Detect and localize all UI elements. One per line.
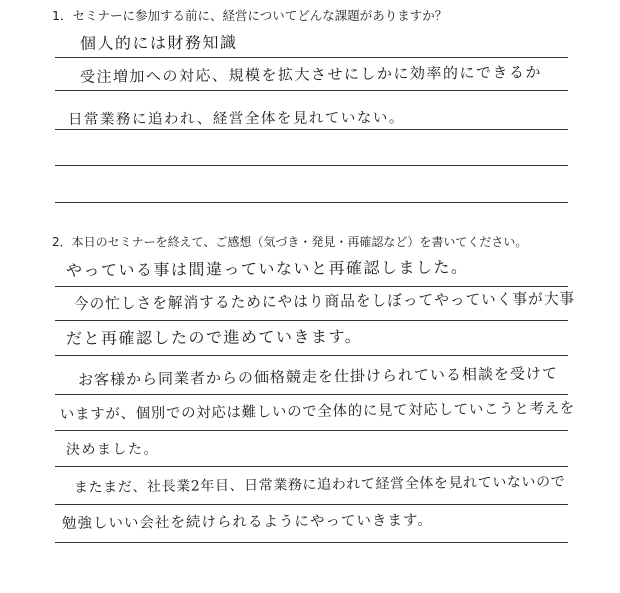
q2-answer-rule-3: [55, 355, 568, 356]
q2-answer-rule-6: [55, 466, 568, 467]
q2-answer-line-6: 決めました。: [65, 441, 160, 458]
q2-answer-line-1: やっている事は間違っていないと再確認しました。: [65, 257, 469, 280]
q1-answer-rule-2: [55, 90, 568, 91]
q2-answer-line-7: またまだ、社長業2年目、日常業務に追われて経営全体を見れていないので: [73, 473, 566, 496]
q1-answer-line-1: 個人的には財務知識: [79, 32, 238, 53]
q2-answer-line-5: いますが、個別での対応は難しいので全体的に見て対応していこうと考えを: [59, 400, 576, 423]
q2-answer-rule-1: [55, 286, 568, 287]
q2-answer-line-4: お客様から同業者からの価格競走を仕掛けられている相談を受けて: [77, 364, 559, 389]
q1-answer-rule-1: [55, 57, 568, 58]
q2-answer-rule-4: [55, 394, 568, 395]
q2-answer-rule-2: [55, 320, 568, 321]
question-2-label: 2．本日のセミナーを終えて、ご感想（気づき・発見・再確認など）を書いてください。: [52, 235, 528, 249]
q2-answer-line-8: 勉強しいい会社を続けられるようにやっていきます。: [61, 512, 433, 532]
question-1-label: 1．セミナーに参加する前に、経営についてどんな課題がありますか？: [52, 8, 448, 23]
q1-answer-rule-3: [55, 129, 568, 130]
q1-answer-rule-4: [55, 165, 568, 166]
q1-answer-rule-5: [55, 202, 568, 203]
q2-answer-rule-8: [55, 542, 568, 543]
q2-answer-line-2: 今の忙しさを解消するためにやはり商品をしぼってやっていく事が大事: [73, 289, 576, 313]
q2-answer-rule-7: [55, 504, 568, 505]
q2-answer-line-3: だと再確認したので進めていきます。: [65, 326, 363, 348]
q1-answer-line-3: 日常業務に追われ、経営全体を見れていない。: [67, 110, 405, 128]
q1-answer-line-2: 受注増加への対応、規模を拡大させにしかに効率的にできるか: [79, 63, 543, 86]
q2-answer-rule-5: [55, 430, 568, 431]
